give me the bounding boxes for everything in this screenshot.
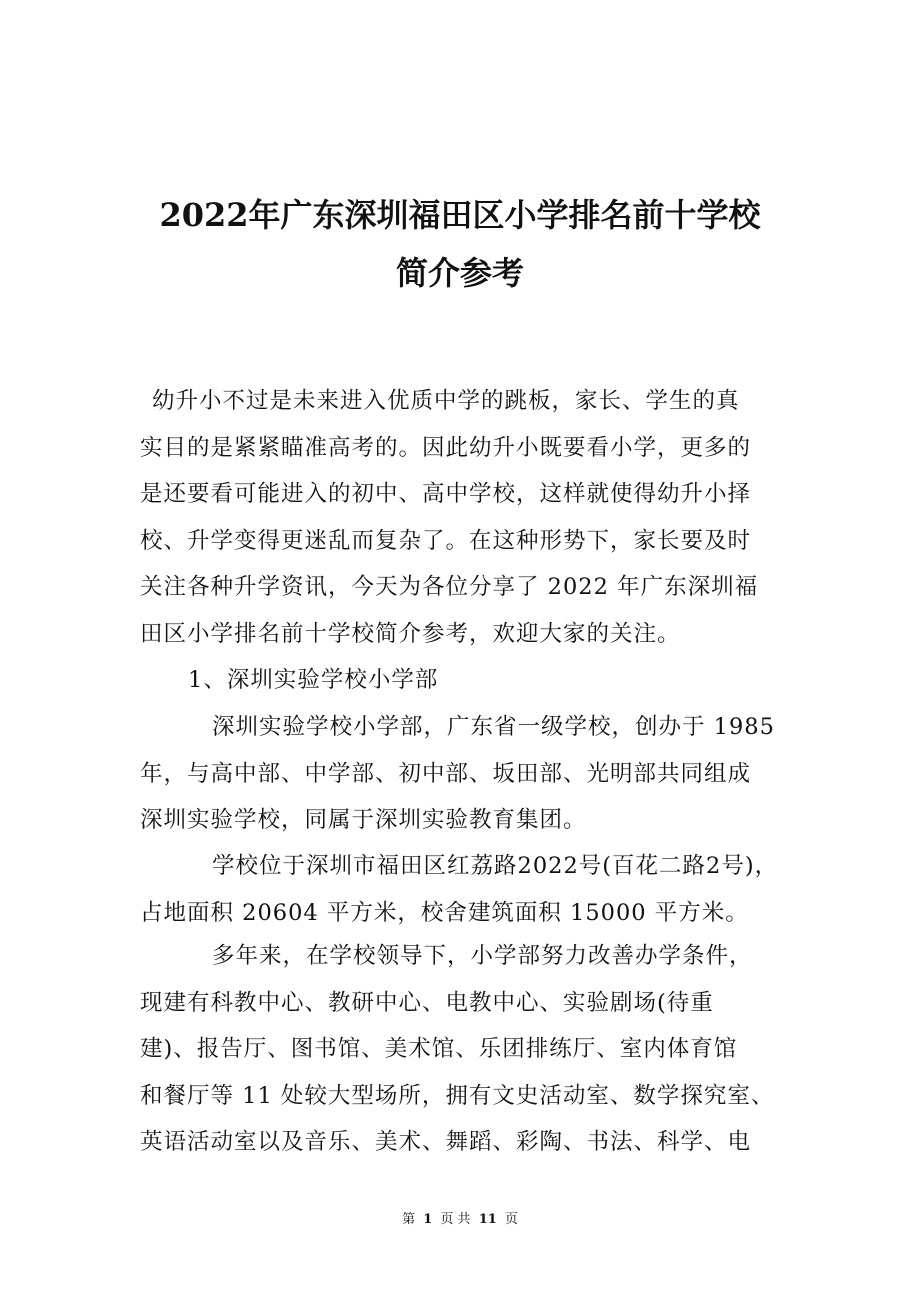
section1-paragraph-3 <box>140 933 790 1166</box>
footer-suffix: 页 <box>504 1212 518 1227</box>
section1-paragraph-1 <box>140 704 790 844</box>
section1-heading: 1、深圳实验学校小学部 <box>188 667 439 693</box>
title-line-2: 简介参考 <box>395 254 524 292</box>
document-title <box>0 186 920 302</box>
section1-paragraph-2 <box>140 843 790 936</box>
paragraph-line: 多年来，在学校领导下，小学部努力改善办学条件， <box>212 943 753 969</box>
section-heading <box>140 657 790 704</box>
page-footer <box>0 1208 920 1227</box>
paragraph-line: 深圳实验学校，同属于深圳实验教育集团。 <box>140 807 587 834</box>
paragraph-line: 英语活动室以及音乐、美术、舞蹈、彩陶、书法、科学、电 <box>140 1129 752 1156</box>
footer-page-number: 1 <box>423 1212 433 1227</box>
intro-line: 是还要看可能进入的初中、高中学校，这样就使得幼升小择 <box>140 481 752 508</box>
intro-line: 实目的是紧紧瞄准高考的。因此幼升小既要看小学，更多的 <box>140 434 752 461</box>
paragraph-line: 深圳实验学校小学部，广东省一级学校，创办于 1985 <box>212 714 775 740</box>
footer-prefix: 第 <box>402 1212 416 1227</box>
intro-line: 田区小学排名前十学校简介参考，欢迎大家的关注。 <box>140 620 681 647</box>
paragraph-line: 现建有科教中心、教研中心、电教中心、实验剧场(待重 <box>140 989 714 1016</box>
paragraph-line: 年，与高中部、中学部、初中部、坂田部、光明部共同组成 <box>140 760 752 787</box>
paragraph-line: 学校位于深圳市福田区红荔路2022号(百花二路2号)， <box>212 853 779 879</box>
paragraph-line: 占地面积 20604 平方米，校舍建筑面积 15000 平方米。 <box>140 899 749 926</box>
intro-line: 幼升小不过是未来进入优质中学的跳板，家长、学生的真 <box>152 388 740 414</box>
paragraph-line: 和餐厅等 11 处较大型场所，拥有文史活动室、数学探究室、 <box>140 1082 775 1109</box>
paragraph-line: 建)、报告厅、图书馆、美术馆、乐团排练厅、室内体育馆 <box>140 1036 738 1063</box>
footer-middle: 页 共 <box>440 1212 471 1227</box>
intro-line: 关注各种升学资讯，今天为各位分享了 2022 年广东深圳福 <box>140 574 759 601</box>
title-line-1: 2022年广东深圳福田区小学排名前十学校 <box>159 196 761 234</box>
intro-line: 校、升学变得更迷乱而复杂了。在这种形势下，家长要及时 <box>140 527 752 554</box>
intro-paragraph <box>140 378 790 658</box>
footer-total-pages: 11 <box>478 1212 497 1227</box>
